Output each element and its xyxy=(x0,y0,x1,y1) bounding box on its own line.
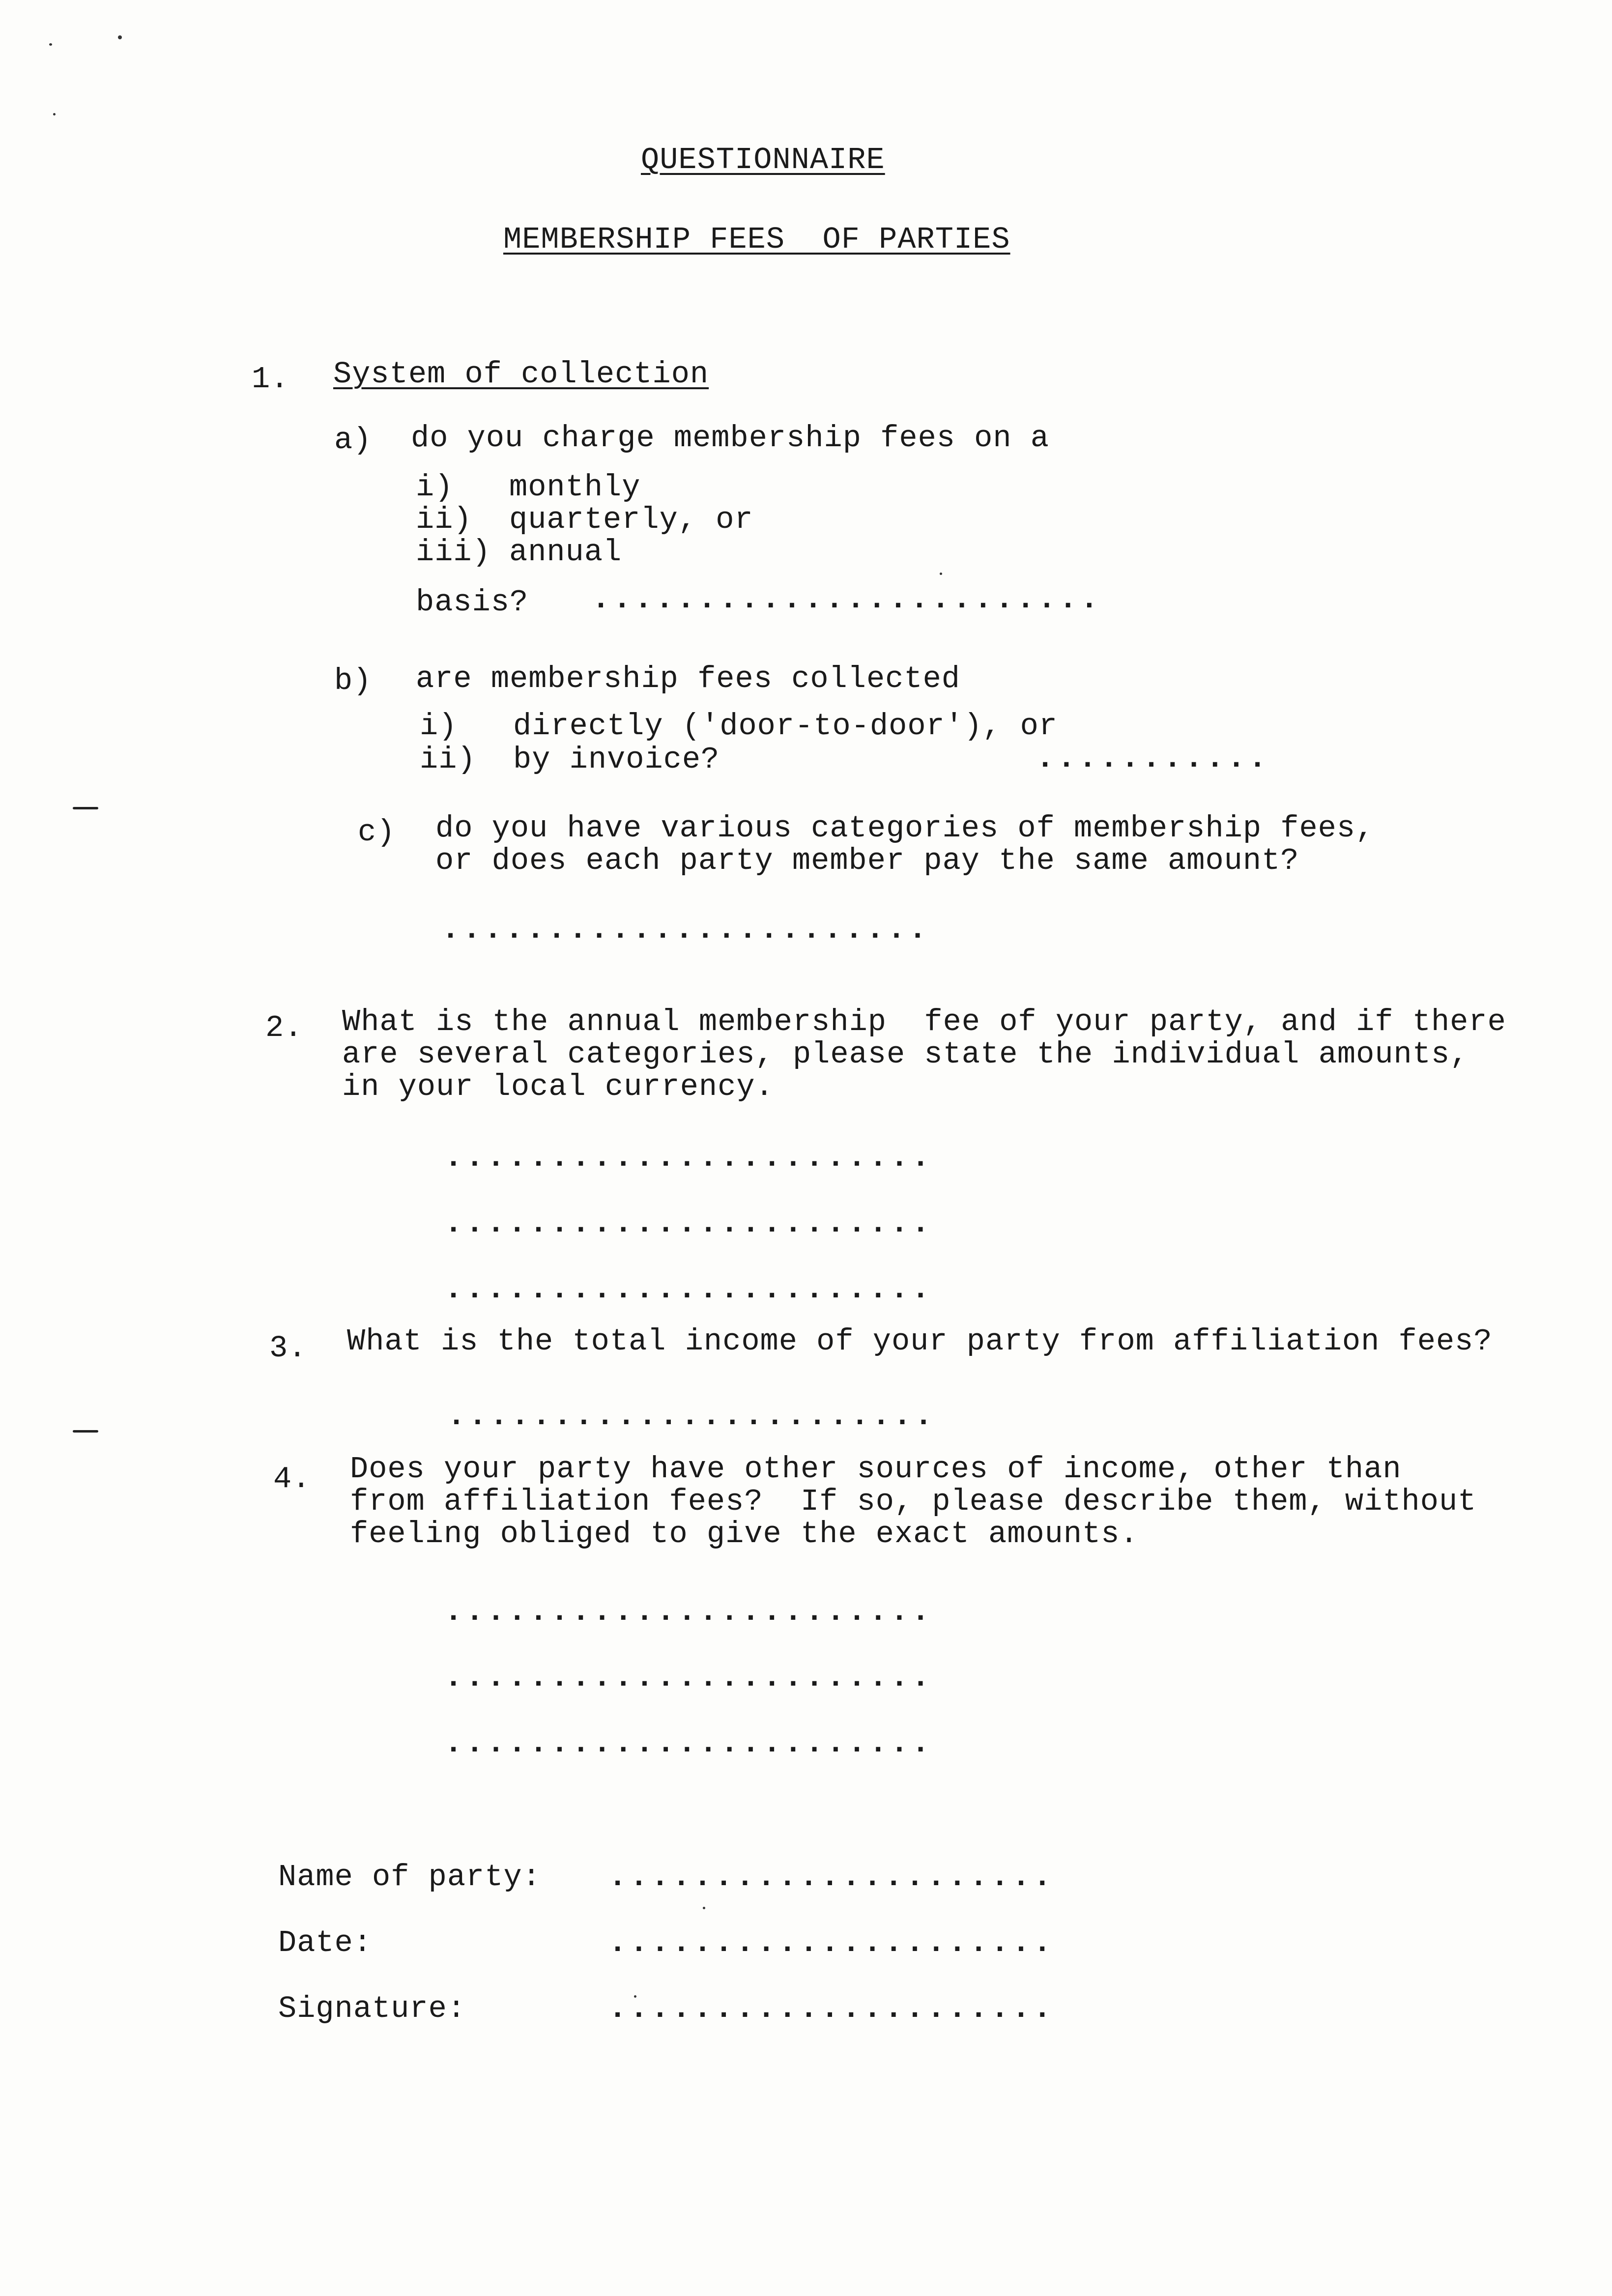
scan-speck xyxy=(53,113,56,115)
q1a-option-text: monthly xyxy=(509,470,641,505)
q1a-option-num: iii) xyxy=(416,535,491,570)
q4-answer-line[interactable]: ....................... xyxy=(444,1594,933,1629)
q4-number: 4. xyxy=(273,1462,311,1496)
scan-speck xyxy=(49,43,52,46)
q1a-option-num: i) xyxy=(416,470,454,505)
page-subtitle: MEMBERSHIP FEES OF PARTIES xyxy=(503,222,1010,257)
q2-number: 2. xyxy=(265,1010,303,1045)
q1b-option-text: directly ('door-to-door'), or xyxy=(513,709,1058,744)
q4-line2: from affiliation fees? If so, please describe them, without xyxy=(350,1484,1477,1519)
q2-line3: in your local currency. xyxy=(342,1069,774,1104)
party-name-field[interactable]: ..................... xyxy=(608,1860,1055,1894)
q4-answer-line[interactable]: ....................... xyxy=(444,1726,933,1761)
page-title: QUESTIONNAIRE xyxy=(641,143,885,177)
q1c-label: c) xyxy=(358,815,396,850)
signature-field[interactable]: ..................... xyxy=(608,1991,1055,2026)
scan-speck xyxy=(703,1907,705,1909)
q2-answer-line[interactable]: ....................... xyxy=(444,1140,933,1175)
q1-heading: System of collection xyxy=(333,357,709,392)
date-field[interactable]: ..................... xyxy=(608,1925,1055,1960)
q4-answer-line[interactable]: ....................... xyxy=(444,1660,933,1695)
q1a-option-text: quarterly, or xyxy=(509,502,753,537)
q1c-line2: or does each party member pay the same amount? xyxy=(435,843,1299,878)
q1a-option-num: ii) xyxy=(416,502,472,537)
q1a-label: a) xyxy=(334,423,372,458)
q4-line3: feeling obliged to give the exact amounts. xyxy=(350,1517,1139,1551)
q1b-answer-line[interactable]: ........... xyxy=(1036,741,1270,776)
date-label: Date: xyxy=(278,1925,373,1960)
q1a-option-text: annual xyxy=(509,535,622,570)
scan-speck xyxy=(940,573,942,575)
q1b-label: b) xyxy=(334,663,372,698)
q1a-tail: basis? xyxy=(416,585,529,620)
scan-speck xyxy=(118,35,122,39)
q4-line1: Does your party have other sources of income, other than xyxy=(350,1452,1402,1487)
q1b-option-num: ii) xyxy=(420,742,476,777)
q3-text: What is the total income of your party from affiliation fees? xyxy=(347,1324,1493,1359)
q1c-line1: do you have various categories of membership fees, xyxy=(435,811,1375,846)
q1b-text: are membership fees collected xyxy=(416,661,960,696)
q2-answer-line[interactable]: ....................... xyxy=(444,1272,933,1307)
scan-mark xyxy=(73,1430,98,1433)
q1b-option-num: i) xyxy=(420,709,458,744)
q1c-answer-line[interactable]: ....................... xyxy=(441,912,930,947)
party-name-label: Name of party: xyxy=(278,1860,541,1894)
q3-number: 3. xyxy=(269,1331,307,1366)
q2-line1: What is the annual membership fee of your party, and if there xyxy=(342,1004,1506,1039)
q3-answer-line[interactable]: ....................... xyxy=(447,1399,936,1434)
q2-answer-line[interactable]: ....................... xyxy=(444,1206,933,1241)
q1b-option-text: by invoice? xyxy=(513,742,720,777)
q1-number: 1. xyxy=(252,362,289,397)
q1a-answer-line[interactable]: ........................ xyxy=(592,582,1101,617)
signature-label: Signature: xyxy=(278,1991,466,2026)
q2-line2: are several categories, please state the individual amounts, xyxy=(342,1037,1469,1072)
scan-mark xyxy=(73,807,98,809)
q1a-text: do you charge membership fees on a xyxy=(411,421,1050,456)
